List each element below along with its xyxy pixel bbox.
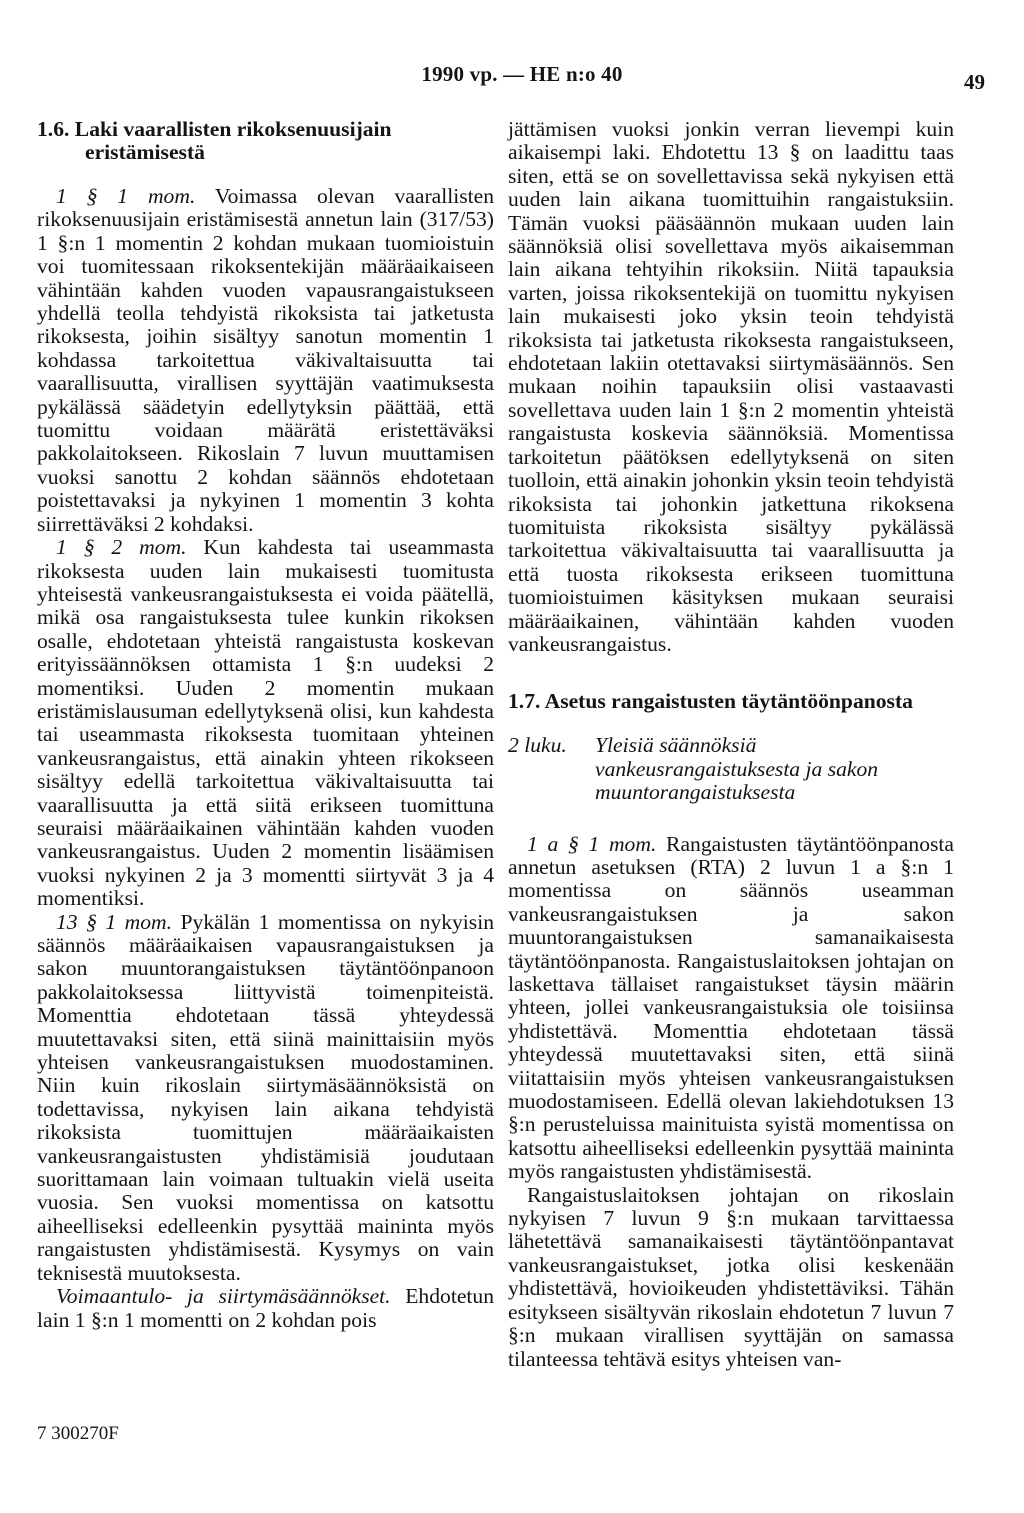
paragraph — [508, 118, 954, 656]
left-column — [37, 118, 494, 1332]
section-heading-1-7: 1.7. Asetus rangaistusten täytäntöönpanosta — [508, 689, 913, 714]
page-number: 49 — [964, 70, 985, 94]
paragraph-lead: 1 a § 1 mom. — [527, 831, 657, 856]
paragraph — [508, 1184, 954, 1371]
paragraph — [508, 833, 954, 1184]
paragraph-lead: 1 § 2 mom. — [56, 535, 187, 560]
section-heading-1-6: 1.6. Laki vaarallisten rikoksenuusijain eristämisestä — [37, 117, 392, 164]
spacer — [508, 656, 954, 690]
paragraph — [37, 911, 494, 1286]
paragraph — [37, 1285, 494, 1332]
paragraph-lead: Voimaantulo- ja siirtymäsäännökset. — [56, 1284, 391, 1309]
paragraph-text: Pykälän 1 momentissa on nykyisin säännös määräaikaisen vapausrangaistuksen ja sakon muuntorangaistuksen täytäntöönpanoon pakkolaitoksessa liittyvistä toimenpiteistä. Momenttia ehdotetaan tässä yhteydessä muutettavaksi siten, että siinä mainittaisiin myös yhteisen vankeusrangaistuksen muodostaminen. Niin kuin rikoslain siirtymäsäännöksistä on todettavissa, nykyisen lain aikana tehdyistä rikoksista tuomittujen määräaikaisten vankeusrangaistusten yhdistämisiä joudutaan suorittamaan lain voimaan tultuakin vielä useita vuosia. Sen vuoksi momentissa on katsottu aiheelliseksi edelleenkin pysyttää maininta myös rangaistusten yhdistämisestä. Kysymys on vain teknisestä muutoksesta. — [37, 909, 494, 1285]
paragraph-text: Voimassa olevan vaarallisten rikoksenuusijain eristämisestä annetun lain (317/53) 1 §:n 1 momentin 2 kohdan mukaan tuomioistuin voi tuomitessaan rikoksentekijän määräaikaiseen vähintään kahden vuoden vapausrangaistukseen yhdellä teolla tehdyistä rikoksista tai jatketusta rikoksesta, joihin sisältyy sanotun momentin 1 kohdassa tarkoitettua väkivaltaisuutta tai vaarallisuutta, virallisen syyttäjän vaatimuksesta pykälässä säädetyin edellytyksin päättää, että tuomittu voidaan määrätä eristettäväksi pakkolaitokseen. Rikoslain 7 luvun muuttamisen vuoksi sanottu 2 kohdan säännös ehdotetaan poistettavaksi ja nykyinen 1 momentin 3 kohta siirrettäväksi 2 kohdaksi. — [37, 184, 494, 536]
paragraph-text: jättämisen vuoksi jonkin verran lievempi kuin aikaisempi laki. Ehdotettu 13 § on laadittu taas siten, että se on sovellettavissa sekä nykyisen että uuden lain aikana tuomittuihin rangaistuksiin. Tämän vuoksi pääsäännön mukaan uuden lain säännöksiä olisi sovellettava myös aikaisemman lain aikana tehtyihin rikoksiin. Niitä tapauksia varten, joissa rikoksentekijä on tuomittu nykyisen lain mukaisesti joko yksin teoin tehdyistä rikoksista tai jatketusta rikoksesta rangaistukseen, ehdotetaan lakiin otettavaksi siirtymäsäännös. Sen mukaan noihin tapauksiin olisi vastaavasti sovellettava uuden lain 1 §:n 2 momentin yhteistä rangaistusta koskevia säännöksiä. Momentissa tarkoitetun päätöksen edellytyksenä on siten tuolloin, että ainakin johonkin yksin teoin tehdyistä rikoksista tai johonkin jatkettuna rikoksena tuomituista rikoksista sisältyy pykälässä tarkoitettua väkivaltaisuutta tai vaarallisuutta ja että tuosta rikoksesta erikseen tuomittuna tuomioistuimen käsityksen mukaan seuraisi määräaikainen, vähintään kahden vuoden vankeusrangaistus. — [508, 117, 954, 656]
chapter-heading — [508, 734, 954, 804]
paragraph — [37, 536, 494, 911]
chapter-title: Yleisiä säännöksiä vankeusrangaistuksesta ja sakon muuntorangaistuksesta — [595, 733, 879, 805]
paragraph-lead: 1 § 1 mom. — [56, 184, 196, 208]
paragraph-text: Rangaistusten täytäntöönpanosta annetun asetuksen (RTA) 2 luvun 1 a §:n 1 momentissa on säännös useamman vankeusrangaistuksen ja sakon muuntorangaistuksen samanaikaisesta täytäntöönpanosta. Rangaistuslaitoksen johtajan on laskettava tällaiset rangaistukset täysin määrin yhteen, jollei vankeusrangaistuksia ole toisiinsa yhdistettävä. Momenttia ehdotetaan tässä yhteydessä muutettavaksi siten, että siinä viitattaisiin myös yhteisen vankeusrangaistuksen muodostamiseen. Edellä olevan lakiehdotuksen 13 §:n perusteluissa mainituista syistä momentissa on katsottu aiheelliseksi edelleenkin pysyttää maininta myös rangaistusten yhdistämisestä. — [508, 831, 954, 1184]
footer-code: 7 300270F — [37, 1423, 119, 1444]
paragraph-text: Ehdotetun lain 1 §:n 1 momentti on 2 kohdan pois — [37, 1284, 494, 1332]
right-column — [508, 118, 954, 1371]
paragraph-lead: 13 § 1 mom. — [56, 909, 173, 934]
running-header: 1990 vp. — HE n:o 40 — [421, 62, 623, 86]
chapter-number: 2 luku. — [508, 733, 567, 758]
paragraph-text: Rangaistuslaitoksen johtajan on rikoslain nykyisen 7 luvun 9 §:n mukaan tarvittaessa lähetettävä samanaikaisesti täytäntöönpantavat vankeusrangaistukset, jotka olisi keskenään yhdistettävä, hovioikeuden yhdistettäviksi. Tähän esitykseen sisältyvän rikoslain ehdotetun 7 luvun 7 §:n mukaan virallisen syyttäjän on samassa tilanteessa tehtävä esitys yhteisen van- — [508, 1182, 954, 1371]
paragraph — [37, 185, 494, 536]
paragraph-text: Kun kahdesta tai useammasta rikoksesta uuden lain mukaisesti tuomitusta yhteisestä vankeusrangaistuksesta ei voida päätellä, mikä osa rangaistuksesta tulee kunkin rikoksen osalle, ehdotetaan yhteistä rangaistusta koskevan erityissäännöksen ottamista 1 §:n uudeksi 2 momentiksi. Uuden 2 momentin mukaan eristämislausuman edellytyksenä olisi, kun kahdesta tai useammasta rikoksesta tuomitaan yhteinen vankeusrangaistus, että ainakin yhteen rikokseen sisältyy edellä tarkoitettua väkivaltaisuutta tai vaarallisuutta ja että siitä erikseen tuomittuna seuraisi määräaikainen vähintään kahden vuoden vankeusrangaistus. Uuden 2 momentin lisäämisen vuoksi nykyinen 2 ja 3 momentti siirtyvät 3 ja 4 momentiksi. — [37, 535, 494, 911]
